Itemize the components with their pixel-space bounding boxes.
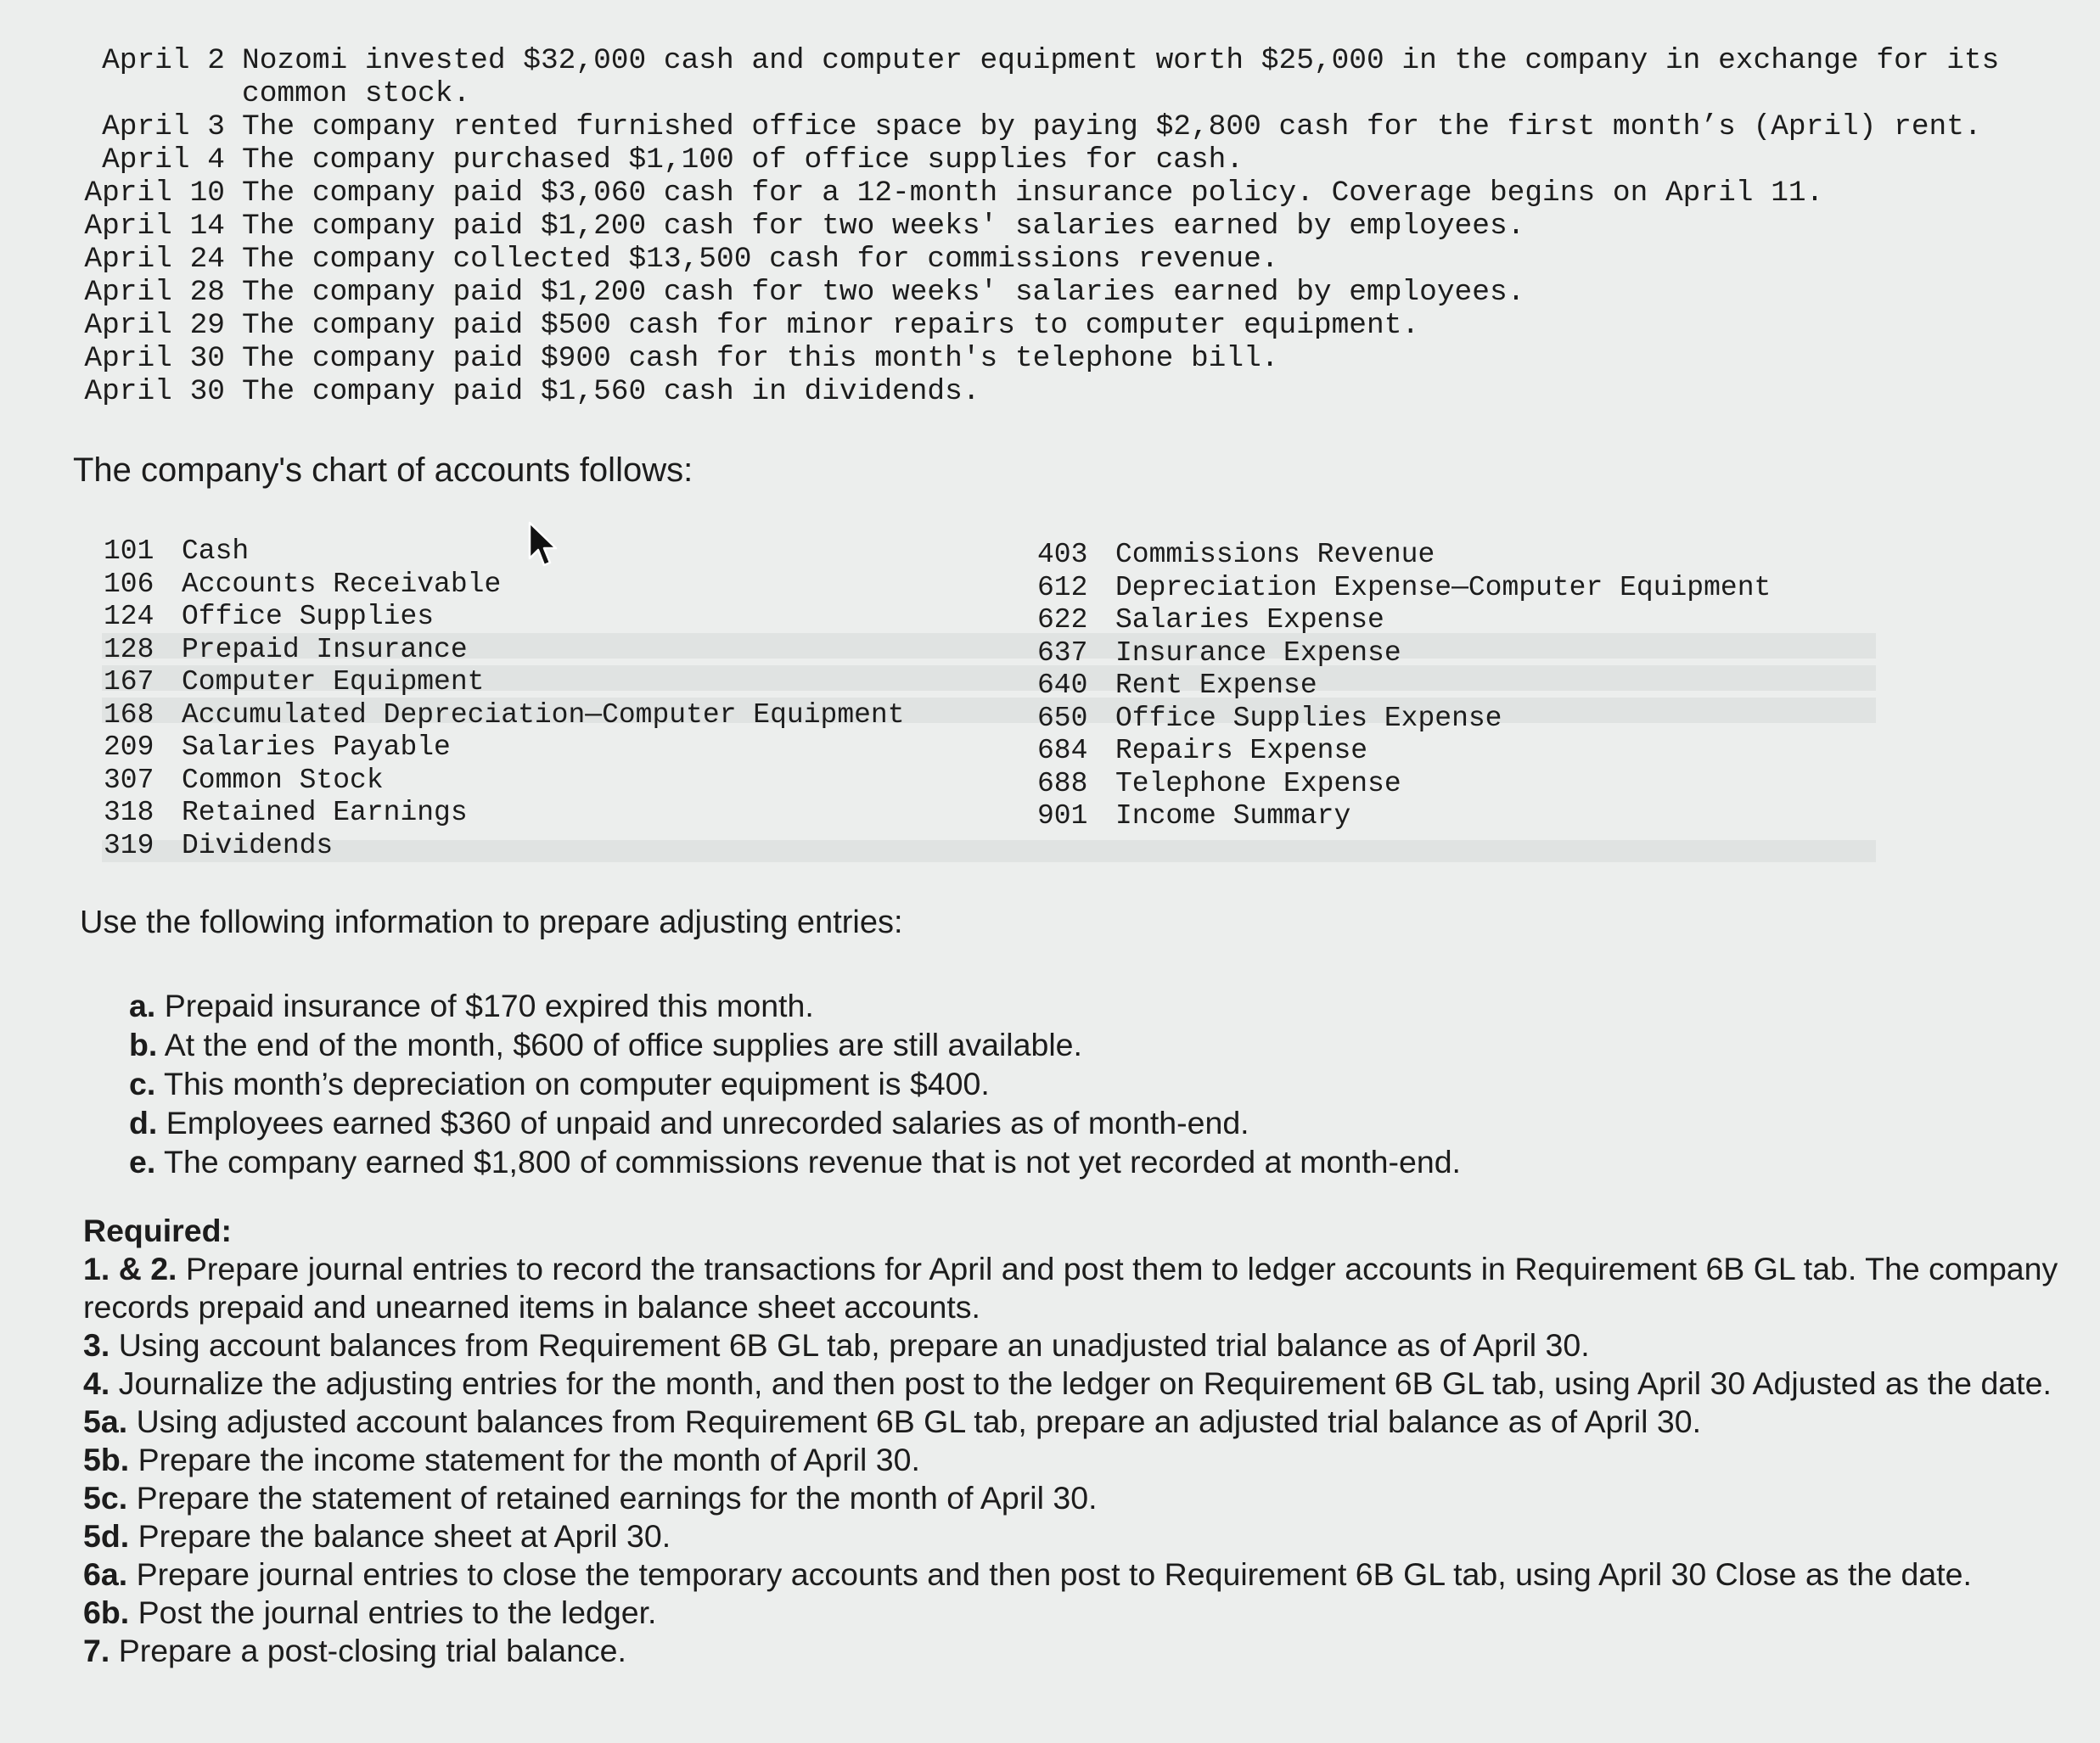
requirement-text: Journalize the adjusting entries for the month, and then post to the ledger on Requirement 6B GL tab, using April 30 Adjusted as the date. xyxy=(118,1365,2052,1401)
account-number: 307 xyxy=(104,764,154,796)
transaction-date: April 4 xyxy=(102,143,225,177)
requirement-item xyxy=(83,1326,2086,1365)
transaction-row xyxy=(70,309,2090,342)
account-name: Cash xyxy=(182,535,250,567)
requirement-text: Prepare journal entries to record the transactions for April and post them to ledger accounts in Requirement 6B GL tab. The company records prepaid and unearned items in balance sheet accounts. xyxy=(83,1251,2058,1325)
account-row xyxy=(104,765,905,798)
requirement-item xyxy=(83,1479,2086,1517)
account-name: Office Supplies Expense xyxy=(1115,702,1502,734)
account-name: Repairs Expense xyxy=(1115,735,1368,766)
transaction-date: April 2 xyxy=(102,44,225,77)
account-row xyxy=(104,731,905,765)
account-number: 167 xyxy=(104,666,154,698)
adjustment-item xyxy=(129,1103,1461,1142)
account-number: 622 xyxy=(1037,604,1088,636)
account-row xyxy=(1037,768,1771,801)
account-name: Income Summary xyxy=(1115,800,1351,832)
requirement-label: 1. & 2. xyxy=(83,1251,177,1286)
transaction-row xyxy=(70,276,2090,309)
account-row xyxy=(1037,735,1771,768)
requirement-text: Prepare the statement of retained earnings for the month of April 30. xyxy=(136,1480,1098,1516)
account-name: Salaries Expense xyxy=(1115,604,1384,636)
transaction-text: The company paid $3,060 cash for a 12-month insurance policy. Coverage begins on April 11. xyxy=(242,177,1824,210)
requirement-label: 6b. xyxy=(83,1594,130,1630)
transaction-text: The company paid $500 cash for minor repairs to computer equipment. xyxy=(242,309,1420,342)
account-row xyxy=(1037,703,1771,736)
requirement-item xyxy=(83,1632,2086,1670)
account-number: 637 xyxy=(1037,636,1088,669)
requirement-text: Prepare a post-closing trial balance. xyxy=(118,1633,626,1668)
account-row xyxy=(1037,572,1771,605)
transaction-date: April 29 xyxy=(84,309,225,342)
adjustment-label: d. xyxy=(129,1105,158,1141)
transactions-list xyxy=(70,44,2090,408)
accounts-left-column xyxy=(104,535,905,862)
adjustment-text: Prepaid insurance of $170 expired this month. xyxy=(164,988,814,1023)
account-number: 901 xyxy=(1037,800,1088,832)
accounts-right-column xyxy=(1037,539,1771,833)
account-number: 612 xyxy=(1037,571,1088,603)
mouse-pointer-icon xyxy=(528,521,559,569)
account-name: Prepaid Insurance xyxy=(182,633,468,665)
account-row xyxy=(104,569,905,602)
transaction-row xyxy=(70,177,2090,210)
account-number: 650 xyxy=(1037,702,1088,734)
requirement-text: Post the journal entries to the ledger. xyxy=(138,1594,657,1630)
account-number: 403 xyxy=(1037,539,1088,570)
account-name: Computer Equipment xyxy=(182,666,485,698)
transaction-text: The company collected $13,500 cash for commissions revenue. xyxy=(242,243,1279,276)
adjustment-item xyxy=(129,1142,1461,1181)
account-name: Salaries Payable xyxy=(182,731,451,763)
adjusting-entries-heading: Use the following information to prepare adjusting entries: xyxy=(80,905,903,940)
account-number: 684 xyxy=(1037,735,1088,766)
account-name: Dividends xyxy=(182,829,334,861)
adjustments-list xyxy=(129,986,1461,1181)
account-row xyxy=(104,830,905,863)
account-row xyxy=(1037,604,1771,637)
account-number: 124 xyxy=(104,601,154,632)
account-row xyxy=(104,634,905,667)
adjustment-text: This month’s depreciation on computer equipment is $400. xyxy=(164,1066,990,1101)
transaction-text: The company purchased $1,100 of office supplies for cash. xyxy=(242,143,1244,177)
requirement-label: 6a. xyxy=(83,1556,128,1592)
requirement-item xyxy=(83,1250,2086,1326)
requirement-item xyxy=(83,1365,2086,1403)
account-number: 128 xyxy=(104,633,154,665)
transaction-text: Nozomi invested $32,000 cash and computer equipment worth $25,000 in the company in exchange for its common stock. xyxy=(242,44,2000,110)
adjustment-text: Employees earned $360 of unpaid and unrecorded salaries as of month-end. xyxy=(166,1105,1249,1141)
account-row xyxy=(1037,539,1771,572)
adjustment-label: c. xyxy=(129,1066,156,1101)
adjustment-text: At the end of the month, $600 of office supplies are still available. xyxy=(164,1027,1082,1062)
required-section xyxy=(83,1212,2086,1670)
requirement-label: 3. xyxy=(83,1327,110,1363)
requirement-text: Using account balances from Requirement 6B GL tab, prepare an unadjusted trial balance as of April 30. xyxy=(118,1327,1590,1363)
account-row xyxy=(104,535,905,569)
requirement-item xyxy=(83,1517,2086,1555)
account-row xyxy=(104,797,905,830)
account-row xyxy=(104,699,905,732)
requirement-label: 5c. xyxy=(83,1480,128,1516)
account-number: 640 xyxy=(1037,670,1088,701)
requirement-text: Prepare the income statement for the month of April 30. xyxy=(138,1442,920,1477)
transaction-row xyxy=(70,375,2090,408)
transaction-row xyxy=(70,243,2090,276)
transaction-row xyxy=(70,143,2090,177)
account-name: Office Supplies xyxy=(182,601,435,632)
account-name: Accounts Receivable xyxy=(182,568,502,600)
account-row xyxy=(1037,637,1771,670)
account-number: 101 xyxy=(104,535,154,567)
requirement-item xyxy=(83,1555,2086,1594)
transaction-date: April 10 xyxy=(84,177,225,210)
requirement-item xyxy=(83,1441,2086,1479)
requirement-text: Prepare journal entries to close the temporary accounts and then post to Requirement 6B GL tab, using April 30 Close as the date. xyxy=(136,1556,1972,1592)
transaction-date: April 3 xyxy=(102,110,225,143)
transaction-date: April 30 xyxy=(84,375,225,408)
transaction-row xyxy=(70,110,2090,143)
account-number: 318 xyxy=(104,797,154,828)
transaction-text: The company paid $1,200 cash for two weeks' salaries earned by employees. xyxy=(242,210,1525,243)
account-row xyxy=(104,666,905,699)
account-name: Telephone Expense xyxy=(1115,767,1401,799)
account-number: 209 xyxy=(104,731,154,763)
account-name: Commissions Revenue xyxy=(1115,539,1435,570)
account-name: Depreciation Expense—Computer Equipment xyxy=(1115,571,1772,603)
adjustment-label: e. xyxy=(129,1144,156,1180)
adjustment-text: The company earned $1,800 of commissions revenue that is not yet recorded at month-end. xyxy=(164,1144,1461,1180)
requirement-label: 5a. xyxy=(83,1404,128,1439)
requirement-label: 7. xyxy=(83,1633,110,1668)
transaction-date: April 28 xyxy=(84,276,225,309)
adjustment-item xyxy=(129,1025,1461,1064)
adjustment-item xyxy=(129,1064,1461,1103)
transaction-text: The company paid $1,560 cash in dividends. xyxy=(242,375,980,408)
requirement-label: 4. xyxy=(83,1365,110,1401)
account-number: 688 xyxy=(1037,767,1088,799)
account-name: Common Stock xyxy=(182,764,384,796)
transaction-date: April 14 xyxy=(84,210,225,243)
transaction-text: The company paid $900 cash for this month's telephone bill. xyxy=(242,342,1279,375)
account-number: 168 xyxy=(104,698,154,731)
account-number: 319 xyxy=(104,829,154,861)
requirement-text: Prepare the balance sheet at April 30. xyxy=(138,1518,671,1554)
account-name: Rent Expense xyxy=(1115,670,1317,701)
requirement-label: 5b. xyxy=(83,1442,130,1477)
adjustment-item xyxy=(129,986,1461,1025)
account-name: Retained Earnings xyxy=(182,797,468,828)
transaction-row xyxy=(70,210,2090,243)
transaction-row xyxy=(70,44,2090,110)
transaction-text: The company rented furnished office space by paying $2,800 cash for the first month’s (April) rent. xyxy=(242,110,1982,143)
account-row xyxy=(104,601,905,634)
account-number: 106 xyxy=(104,568,154,600)
account-name: Insurance Expense xyxy=(1115,636,1401,669)
transaction-date: April 24 xyxy=(84,243,225,276)
adjustment-label: a. xyxy=(129,988,156,1023)
requirement-label: 5d. xyxy=(83,1518,130,1554)
required-heading: Required: xyxy=(83,1213,233,1248)
requirement-item xyxy=(83,1403,2086,1441)
requirement-item xyxy=(83,1594,2086,1632)
chart-of-accounts-heading: The company's chart of accounts follows: xyxy=(73,451,693,489)
adjustment-label: b. xyxy=(129,1027,158,1062)
account-row xyxy=(1037,670,1771,703)
requirement-text: Using adjusted account balances from Requirement 6B GL tab, prepare an adjusted trial balance as of April 30. xyxy=(136,1404,1702,1439)
transaction-date: April 30 xyxy=(84,342,225,375)
transaction-text: The company paid $1,200 cash for two weeks' salaries earned by employees. xyxy=(242,276,1525,309)
account-name: Accumulated Depreciation—Computer Equipment xyxy=(182,698,905,731)
account-row xyxy=(1037,800,1771,833)
transaction-row xyxy=(70,342,2090,375)
